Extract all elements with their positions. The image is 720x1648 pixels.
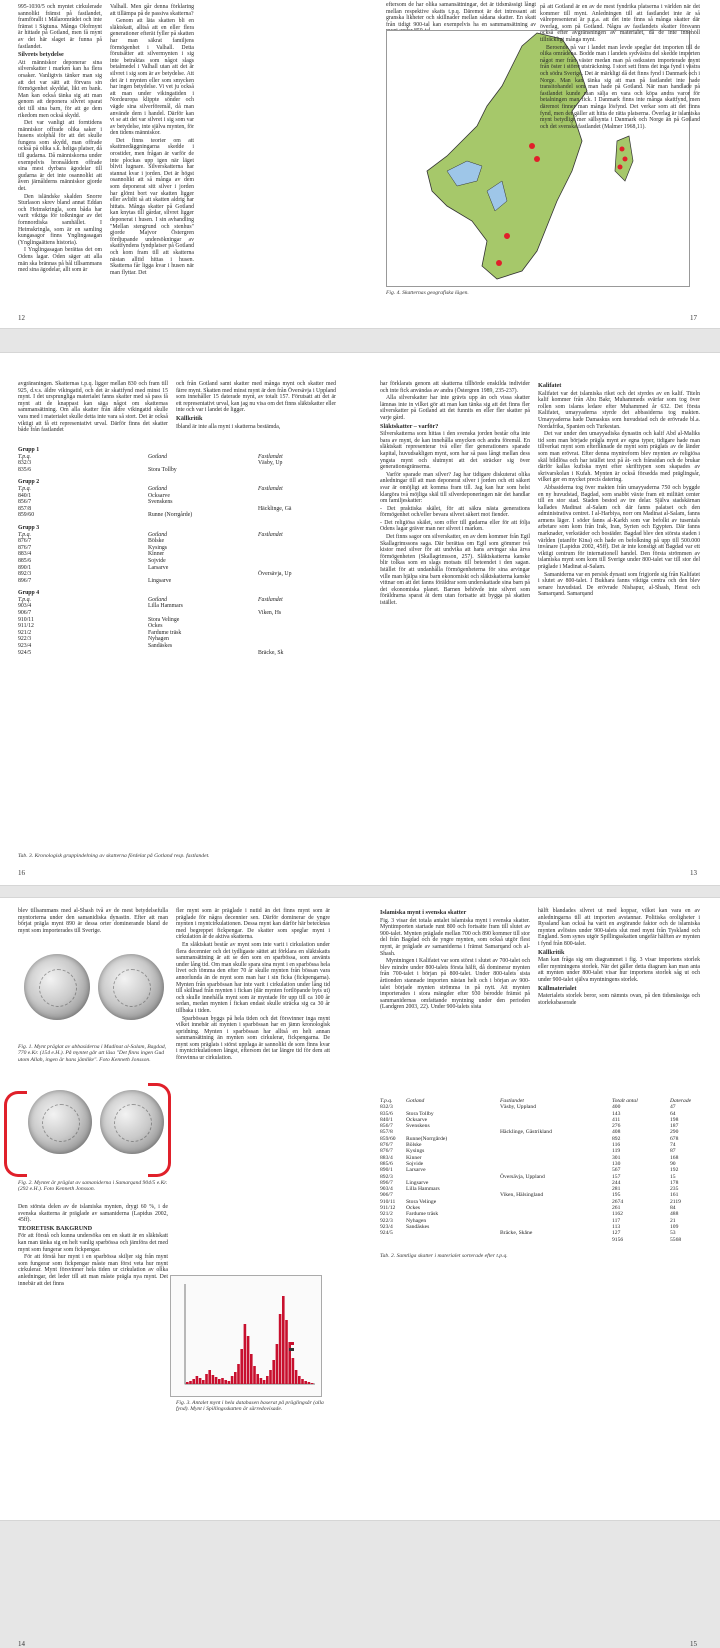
text-column bbox=[540, 4, 700, 274]
paragraph: - Det religiösa skälet, som offer till gudarna eller för att följa Odens lagar gräver man ner silvret i marken. bbox=[380, 519, 530, 533]
table-cell: Lilla Hammars bbox=[148, 603, 183, 610]
table-cell: 923/4 bbox=[380, 1223, 393, 1230]
figure-caption: Fig. 3. Antalet mynt i hela databasen baserat på präglingsår (alla fynd). Mynt i Spillingsskatten är särredovisade. bbox=[176, 1400, 324, 1413]
table-cell: 678 bbox=[670, 1135, 679, 1142]
table-cell: 143 bbox=[612, 1110, 621, 1117]
chart-bar bbox=[231, 1376, 234, 1384]
table-cell: Svenskens bbox=[406, 1123, 430, 1130]
paragraph: och från Gotland samt skatter med många mynt och skatter med färre mynt. Skatten med minst mynt är den från Översävja i Uppland som innehåller 15 daterade mynt, av totalt 157. Förutsatt att det är ett representativt urval, kan jag nu visa om det finns släktskatter eller inte och var i landet de ligger. bbox=[176, 381, 337, 414]
chart-bar bbox=[212, 1375, 215, 1384]
legend-swatch bbox=[289, 1348, 294, 1351]
table-cell: 903/4 bbox=[18, 603, 32, 610]
table-cell: Bölske bbox=[406, 1142, 422, 1149]
section-heading: Källmaterialet bbox=[538, 984, 577, 992]
table-row bbox=[18, 636, 338, 643]
table-cell: Viken, Hs bbox=[258, 610, 282, 617]
chart-bar bbox=[186, 1382, 189, 1384]
table-cell: Fardume träsk bbox=[148, 629, 182, 636]
table-cell: 910/11 bbox=[18, 616, 34, 623]
table-caption: Tab. 3. Kronologisk gruppindelning av skatterna fördelat på Gotland resp. fastlandet. bbox=[18, 853, 210, 859]
paragraph: Sparbössan byggs på hela tiden och det försvinner inga mynt vilket innebär att mynten i sparbössan har en jämn kronologisk spridning. Mynten i sparbössan har alltså en helt annan sammansättning än mynten som cirkulerar, fickpengarna. De mynt som präglats i störst upplaga är sannolikt de som finns kvar i myntcirkulationen längst, eftersom det tar längre tid för dem att försvinna ur cirkulation. bbox=[176, 1015, 330, 1062]
table-cell: 2674 bbox=[612, 1198, 624, 1205]
group-heading: Grupp 3 bbox=[18, 524, 40, 531]
chart-bar bbox=[292, 1358, 295, 1384]
table-cell: 87 bbox=[670, 1148, 676, 1155]
section-heading: Silvrets betydelse bbox=[18, 51, 64, 59]
table-cell: 109 bbox=[670, 1223, 679, 1230]
red-annotation-bracket-right bbox=[148, 1083, 171, 1177]
text-column bbox=[18, 908, 168, 942]
table-cell: 84 bbox=[670, 1205, 676, 1212]
table-cell: 21 bbox=[670, 1217, 676, 1224]
table-cell: Kysings bbox=[148, 544, 168, 551]
table-header-cell: T.p.q. bbox=[18, 453, 31, 460]
table-cell: Ockes bbox=[406, 1205, 420, 1212]
table-cell: 117 bbox=[612, 1217, 621, 1224]
table-cell: 127 bbox=[612, 1230, 621, 1237]
table-cell: 157 bbox=[612, 1173, 621, 1180]
table-cell: 235 bbox=[670, 1186, 679, 1193]
table-row bbox=[18, 499, 338, 506]
table-cell: 832/3 bbox=[380, 1104, 393, 1111]
table-row bbox=[18, 538, 338, 545]
paragraph: För att förstå och kunna undersöka om en skatt är en släktskatt kan man tänka sig en helt vanlig sparbössa och jämföra det med mynt som fungerar som fickpengar. bbox=[18, 1233, 168, 1253]
table-cell: 885/6 bbox=[380, 1160, 393, 1167]
paragraph: avgränsningen. Skatternas t.p.q. ligger mellan 830 och fram till 925, d.v.s. äldre vikingatid, och det är skattfynd med minst 15 mynt. I det ursprungliga materialet fanns skatter med så pass få mynt att de knappast kan säga något om skatternas sammansättning. Om alla skatter från äldre vikingatid skulle vara med i materialet skulle detta inte vara så stort. Det är också viktigt att få ett representativt urval. Därför finns det skatter både från fastlandet bbox=[18, 381, 168, 434]
section-heading: Källkritik bbox=[538, 948, 565, 956]
table-cell: 119 bbox=[612, 1148, 621, 1155]
table-cell: 910/11 bbox=[380, 1198, 396, 1205]
chart-bar bbox=[250, 1354, 253, 1384]
paragraph: hälft blandades silvret ut med koppar, vilket kan vara en av anledningarna till att importen avstannar. Politiska oroligheter i Ryssland kan också ha varit en avgörande faktor och de islamiska mynten avlöstes under 900-talets slut med mynt från Tyskland och England. Som synes utgör Spillingsskatten ungefär hälften av mynten i fynd från 800-talet. bbox=[538, 908, 700, 947]
table-cell: Ocksarve bbox=[406, 1116, 428, 1123]
chart-bar bbox=[247, 1336, 250, 1384]
paragraph: blev tillsammans med al-Shash två av de mest betydelsefulla myntorterna under den samanidiska dynastin. Efter att man börjat prägla mynt 890 är dessa orter dominerande bland de mynt som importerades till Sverige. bbox=[18, 908, 168, 934]
table-caption: Tab. 2. Samtliga skatter i materialet sorterade efter t.p.q. bbox=[380, 1252, 508, 1259]
paragraph: 995-1030/5 och myntet cirkulerade sannolikt främst på fastlandet, framförallt i Mälaromrädet och inte främst i Sigtuna. Många Olofmynt är hittade på Gotland, men få mynt av det här slaget är funna på fastlandet. bbox=[18, 4, 102, 50]
table-row bbox=[18, 558, 338, 565]
table-cell: 74 bbox=[670, 1142, 676, 1149]
text-column bbox=[538, 908, 700, 1088]
chart-bar bbox=[263, 1380, 266, 1384]
page-spread-12-17 bbox=[0, 0, 720, 328]
table-cell: 192 bbox=[670, 1167, 679, 1174]
table-header-cell: Fastlandet bbox=[258, 485, 283, 492]
table-cell: 876/7 bbox=[380, 1148, 393, 1155]
text-column bbox=[380, 381, 530, 856]
paragraph: I Ynglingasagan berättas det om Odens lagar. Oden säger att alla män ska brännas på bål tillsammans med sina ägodelar, allt som är bbox=[18, 247, 102, 274]
chart-bar bbox=[208, 1370, 211, 1384]
hoard-table bbox=[380, 1098, 700, 1259]
table-cell: Stora Tollby bbox=[148, 466, 177, 473]
table-header-cell: Daterade bbox=[670, 1098, 692, 1104]
table-row bbox=[18, 571, 338, 578]
table-cell: Larsarve bbox=[406, 1167, 426, 1174]
legend-swatch bbox=[289, 1342, 294, 1345]
figure-caption: Fig. 4. Skatternas geografiska lägen. bbox=[386, 290, 469, 296]
table-row bbox=[18, 578, 338, 585]
table-cell: Häcklinge, Gä bbox=[258, 505, 292, 512]
coin-date-bar-chart bbox=[170, 1275, 322, 1397]
page-number: 16 bbox=[18, 869, 25, 877]
paragraph: Man kan fråga sig om diagrammet i fig. 3 visar importens storlek eller myntningens storlek. När det gäller detta diagram kan man anta att mynten under 800-talet visar hur importens storlek såg ut och under 900-talet själva myntningens storlek. bbox=[538, 957, 700, 983]
table-cell: Larsarve bbox=[148, 564, 169, 571]
chart-bar bbox=[202, 1380, 205, 1384]
table-cell: 885/6 bbox=[18, 557, 32, 564]
table-cell: 857/8 bbox=[380, 1129, 393, 1136]
paragraph: Den största delen av de islamiska mynten, drygt 60 %, i de svenska skatterna är präglade av samaniderna (Lapidus 2002, 45ff). bbox=[18, 1204, 168, 1224]
table-row bbox=[18, 512, 338, 519]
table-header-row bbox=[18, 486, 338, 493]
section-heading: Släktskatter – varför? bbox=[380, 422, 439, 430]
paragraph: har förklarats genom att skatterna tillhörde enskilda individer och inte fick användas av andra (Östergren 1989, 235-237). bbox=[380, 381, 530, 394]
paragraph: Beroende på var i landet man levde speglar det importen till de olika områdena. Bodde man i landets sydvästra del skedde importen något mer från väster medan man på ostkusten importerade mynt från öster i större utsträckning. I stort sett finns det inga fynd i västra och södra Sverige. Det är märkligt då det finns fynd i Danmark och i Norge. Man kan tänka sig att man på fastlandet inte hade transitohandel som man hade på Gotland. När man handlade på fastlandet kunde man sälja en vara och köpa andra varor för betalningen man fick. I Danmark finns inte många skattfynd, men däremot finner man många lösfynd. Det verkar som att det finns fynd, men det gäller att hitta de rätta platserna. Överlag är islamiska mynt betydligt mer sällsynta i Danmark och Norge än på Gotland och det svenska fastlandet (Malmer 1968,11). bbox=[540, 44, 700, 130]
table-cell: 281 bbox=[612, 1186, 621, 1193]
table-cell: Översävja, Up bbox=[258, 571, 292, 578]
table-cell: Stora Velinge bbox=[406, 1198, 437, 1205]
paragraph: Fig. 3 visar det totala antalet islamiska mynt i svenska skatter. Myntimporten startade runt 800 och fortsatte fram till slutet av 900-talet. Mynten präglade mellan 700 och 890 kommer till stor del från Bagdad och de yngre mynten, som också utgör flest mynt, är präglade av samaniderna i främst Samarqand och al- Shash. bbox=[380, 917, 530, 957]
coin-obverse-image bbox=[28, 1090, 92, 1154]
table-cell: 922/3 bbox=[18, 636, 32, 643]
table-cell: 835/6 bbox=[18, 466, 32, 473]
text-column bbox=[18, 4, 102, 309]
chart-bar bbox=[276, 1344, 279, 1384]
table-cell: 835/6 bbox=[380, 1110, 393, 1117]
paragraph: Den isländske skalden Snorre Sturlason skrev bland annat Eddan och Heimskringla, som båda har varit viktiga för tolkningar av det fornnordiska samhället. I Heimskringla, som är en samling kungasagor finns Ynglingasagan (Ynglingaättens historia). bbox=[18, 193, 102, 246]
table-header-cell: Gotland bbox=[148, 453, 168, 460]
table-cell: 892/3 bbox=[380, 1173, 393, 1180]
table-row bbox=[18, 551, 338, 558]
table-cell: Ockes bbox=[148, 623, 163, 630]
table-header-cell: Gotland bbox=[148, 531, 168, 538]
table-row bbox=[18, 617, 338, 624]
bar-chart-svg bbox=[171, 1276, 321, 1396]
table-cell: Sojvide bbox=[148, 557, 166, 564]
table-cell: 411 bbox=[612, 1116, 621, 1123]
table-header-cell: Totalt antal bbox=[612, 1098, 638, 1104]
paragraph: Varför sparade man silver? Jag har tidigare diskuterat olika anledningar till att man deponerat silver i jorden och ett säkert svar är omöjligt att komma fram till. Jag kan hur som helst klargöra två möjliga skäl till silverdeponeringen när det handlar om familjeskatter: bbox=[380, 471, 530, 505]
chart-bar bbox=[269, 1370, 272, 1384]
table-row bbox=[18, 650, 338, 657]
table-cell: Nyhagen bbox=[148, 636, 169, 643]
chart-bar bbox=[311, 1383, 314, 1384]
chart-bar bbox=[285, 1320, 288, 1384]
table-header-cell: Fastlandet bbox=[258, 596, 283, 603]
paragraph: Valhall. Men går denna förklaring att tillämpa på de passiva skatterna? bbox=[110, 4, 194, 17]
table-cell: Lingsarve bbox=[148, 577, 172, 584]
table-row bbox=[380, 1237, 700, 1243]
table-cell: 921/2 bbox=[380, 1211, 393, 1218]
table-cell: 198 bbox=[670, 1116, 679, 1123]
paragraph: på att Gotland är en av de mest fyndrika platserna i världen när det kommer till mynt. Anledningen till att fastlandet inte är så välrepresenterat är p.g.a. att det inte finns så många skatter där överlag, som på Gotland. Några av fastlandets skatter försvann också efter avgränsningen av materialet, då de inte innehöll tillräckligt många mynt. bbox=[540, 4, 700, 43]
coin-figure-2 bbox=[18, 1082, 168, 1178]
table-header-cell: T.p.q. bbox=[380, 1098, 393, 1104]
table-header-row bbox=[18, 454, 338, 461]
paragraph: Att människor deponerar sina silverskatter i marken kan ha flera orsaker. Vanligtvis tänker man sig att det var sätt att förvara sin förmögenhet skyddat, likt en bank. Man kan också tänka sig att man genom att deponera silvret sparat det till sina barn, för att ge dem rikedom men också skydd. bbox=[18, 59, 102, 119]
chart-bar bbox=[199, 1378, 202, 1384]
table-cell: Nyhagen bbox=[406, 1217, 427, 1224]
table-cell: 840/1 bbox=[18, 492, 32, 499]
table-cell: 911/12 bbox=[380, 1205, 396, 1212]
chart-bar bbox=[272, 1360, 275, 1384]
table-cell: Runne (Norrgårde) bbox=[148, 512, 193, 519]
section-heading: TEORETISK BAKGRUND bbox=[18, 1224, 93, 1232]
figure-caption: Fig. 1. Mynt präglat av abbasiderna i Madinat al-Salam, Bagdad, 770 e.Kr. (154 e.H.). På myntet går att läsa "Det finns ingen Gud utom Allah, ingen är hans jämlike". Foto Kenneth Jonsson. bbox=[18, 1044, 167, 1063]
chart-bar bbox=[244, 1324, 247, 1384]
table-cell: 400 bbox=[612, 1104, 621, 1111]
paragraph: Ibland är inte alla mynt i skatterna bestämda, bbox=[176, 423, 281, 430]
page-number: 13 bbox=[690, 869, 697, 877]
page-number: 14 bbox=[18, 1640, 25, 1648]
table-cell: 924/5 bbox=[18, 649, 32, 656]
paragraph: - Det praktiska skälet, för att säkra nästa generations förmögenhet och/eller bevara silvret säkert mot fiender. bbox=[380, 505, 530, 519]
page-number: 17 bbox=[690, 314, 697, 322]
table-cell: Stora Velinge bbox=[148, 616, 180, 623]
section-heading: Islamiska mynt i svenska skatter bbox=[380, 909, 467, 916]
table-cell: 890/1 bbox=[380, 1167, 393, 1174]
table-cell: 876/7 bbox=[18, 544, 32, 551]
group-table bbox=[18, 441, 338, 656]
chart-bar bbox=[304, 1381, 307, 1384]
table-row bbox=[18, 643, 338, 650]
table-cell: 64 bbox=[670, 1110, 676, 1117]
table-cell: 244 bbox=[612, 1179, 621, 1186]
group-heading: Grupp 1 bbox=[18, 447, 40, 453]
table-cell: 168 bbox=[670, 1154, 679, 1161]
figure-caption: Fig. 2. Myntet är präglat av samaniderna i Samarqand 904/5 e.Kr. (292 e.H.). Foto Kenneth Jonsson. bbox=[18, 1180, 168, 1193]
paragraph: Kalifatet var det islamiska riket och det styrdes av en kalif. Titeln kalif kommer från Abu Bakr, Muhammeds svärfar som tog över rollen som islams ledare efter Muhammed år 632. Det första Kalifatet, umayyaderna styrde det abbasiderna tog makten. Umayyaderna hade Damaskus som huvudstad och de erövrade bl.a. Nordafrika, Spanien och Turkestan. bbox=[538, 390, 700, 430]
table-cell: Lilla Hammars bbox=[406, 1186, 440, 1193]
text-column bbox=[386, 2, 536, 28]
table-cell: Sandäskes bbox=[148, 643, 173, 650]
table-row bbox=[18, 623, 338, 630]
table-cell: 883/4 bbox=[18, 551, 32, 558]
table-cell: 195 bbox=[612, 1192, 621, 1199]
text-column bbox=[380, 908, 530, 1088]
table-cell: 896/7 bbox=[18, 577, 32, 584]
table-row bbox=[18, 493, 338, 500]
table-cell: 90 bbox=[670, 1160, 676, 1167]
table-cell: 187 bbox=[670, 1123, 679, 1130]
table-row bbox=[18, 610, 338, 617]
table-cell: 5568 bbox=[670, 1236, 682, 1243]
table-cell: 876/7 bbox=[18, 538, 32, 545]
paragraph: Det finns teorier om att skattmedäggningarna skedde i orostider, men frågan är varför de inte plockas upp igen när läget blivit lugnare. Silverskatterna har stannat kvar i jorden. Det är högst osannolikt att så många av dem som deponerat sitt silver i jorden har glömt bort var skatten ligger eller avlidit så att skatten aldrig har hittats. Många skatter på Gotland kan knytas till gårdar, silvret ligger deponerat i husen. I sin avhandling "Mellan stengrund och stenhus" gjorde Majvor Östergren fördjupande undersökningar av skattfyndens fyndplatser på Gotland och kom fram till att skatterna nästan alltid hittas i husen. Skatterna får ligga kvar i husen när man flyttar. Det bbox=[110, 137, 194, 276]
table-header-cell: T.p.q. bbox=[18, 485, 31, 492]
table-cell: 178 bbox=[670, 1179, 679, 1186]
text-column bbox=[18, 381, 168, 437]
chart-bar bbox=[215, 1377, 218, 1384]
chart-bar bbox=[237, 1364, 240, 1384]
table-cell: Stora Tollby bbox=[406, 1110, 434, 1117]
chart-bar bbox=[282, 1296, 285, 1384]
table-cell: 923/4 bbox=[18, 643, 32, 650]
table-cell: 2119 bbox=[670, 1198, 681, 1205]
table-row bbox=[18, 460, 338, 467]
paragraph: Det finns sagor om silverskatter, en av dem kommer från Egil Skallagrimssons saga. Där berättas om Egil som gömmer två kistor med silver för att undvika att hans arvingar ska ärva förmögenheten (Skallagrimsson, 257). Släktskatterna kanske blir tolkas som en slags motsats till beteendet i den sagan. Istället för att undanhålla förmögenheterna för sina arvingar ville man hjälpa sina barn ekonomiskt och släktskatterna kanske vittnar om att det fanns föräldrar som underskattade sina barn på det ekonomiska planet. Barnen behövde inte silvret som föräldrarna sparat åt dem utan fortsatte att bygga på skatten istället. bbox=[380, 534, 530, 606]
table-cell: 161 bbox=[670, 1192, 679, 1199]
text-column bbox=[176, 908, 330, 1268]
table-cell: 301 bbox=[612, 1154, 621, 1161]
table-cell: 567 bbox=[612, 1167, 621, 1174]
section-heading: Kalifatet bbox=[538, 382, 562, 389]
paragraph: En släktskatt består av mynt som inte varit i cirkulation under flera decennier och det tydligaste sättet att förklara en släktskatts sammansättning är att se den som en sparbössa, som använts under lång tid. Om man skulle spara sina mynt i en sparbössa hela livet och tömma den efter 70 år skulle mynten från bössan vara annorlunda än de mynt som man har i sin ficka (fickpengarna). Mynten från sparbössan har inte varit i cirkulation under lång tid till skillnad från mynten i fickan (där mynten fortlöpande byts ut) och skulle innehålla mynt som är myntade för upp till ca 100 år sedan, medan mynten i fickan endast skulle sträcka sig ca 30 år tillbaka i tiden. bbox=[176, 941, 330, 1014]
table-cell: Översävja, Uppland bbox=[500, 1173, 545, 1180]
group-heading: Grupp 4 bbox=[18, 590, 40, 597]
paragraph: Alla silverskatter har inte grävts upp än och vissa skatter lämnas inte in vilket gör att man kan tänka sig att det finns fler silverskatter på Gotland att det funnits en eller fler skatter på varje gård. bbox=[380, 395, 530, 421]
table-row bbox=[18, 603, 338, 610]
table-cell: Runne(Norrgårde) bbox=[406, 1135, 448, 1142]
table-cell: 832/3 bbox=[18, 460, 32, 467]
text-column bbox=[538, 381, 700, 856]
table-cell: 890/1 bbox=[18, 564, 32, 571]
table-cell: Kysings bbox=[406, 1148, 425, 1155]
table-cell: 116 bbox=[612, 1142, 621, 1149]
text-column bbox=[18, 1204, 168, 1504]
table-cell: 408 bbox=[612, 1129, 621, 1136]
chart-bar bbox=[234, 1372, 237, 1384]
table-cell: 876/7 bbox=[380, 1142, 393, 1149]
table-cell: Bölske bbox=[148, 538, 165, 545]
chart-bar bbox=[196, 1376, 199, 1384]
chart-bar bbox=[256, 1374, 259, 1384]
table-cell: Väsby, Up bbox=[258, 460, 283, 467]
table-header-cell: Gotland bbox=[148, 596, 168, 603]
chart-bar bbox=[224, 1380, 227, 1384]
chart-bar bbox=[298, 1376, 301, 1384]
paragraph: Det var vanligt att forntidens människor offrade olika saker i husens stolphål för att det skulle fungera som skydd, man offrade också på olika s.k. heliga platser, då till gudarna. Då människorna under exempelvis bronsåldern offrade sina mest dyrbara ägodelar till gudarna är det inte osannolikt att även järnålderns människor gjorde det. bbox=[18, 120, 102, 193]
paragraph: Materialets storlek beror, som nämnts ovan, på den tidsmässiga och storleksbaserade bbox=[538, 993, 700, 1006]
paragraph: fler mynt som är präglade i nutid än det finns mynt som är präglade för några decennier sen. Därför dominerar de yngre mynten i myntcirkulationen. Dessa mynt kan därför här betecknas med begreppet fickpengar. De skatter som speglar mynt i cirkulation är de aktiva skatterna. bbox=[176, 908, 330, 941]
table-cell: Svenskens bbox=[148, 499, 173, 506]
table-row bbox=[18, 545, 338, 552]
table-cell: 922/3 bbox=[380, 1217, 393, 1224]
table-header-cell: Fastlandet bbox=[258, 453, 283, 460]
table-cell: 488 bbox=[670, 1211, 679, 1218]
paragraph: eftersom de har olika samansättningar, det är tidsmässigt långt mellan respektive skatts t.p.q. Däremot är det intressant att granska likheter och skillnader mellan sådana skatter. En skatt från tidigt 900-tal kan exempelvis ha en sammansättning av bbox=[386, 2, 536, 28]
paragraph: Abbasiderna tog över makten från umayyaderna 750 och byggde en ny huvudstad, Bagdad, som snabbt växte fram ett militärt center till en stor stad. Staden bestod av tre delar. Själva stadskärnan kallades Madinat al-Salam och där fanns palatset och den administrativa centret. I al-Harbiya, norr om Madinat al-Salam, fanns armens läger. I söder fanns al-Karkh som var befolkt av tusentals arbetare som kom från Irak, Iran, Syrien och Egypten. Där fanns marknader, verkstäder och bostäder. Bagdad blev den största staden i världen (utanför Kina) och hade en befolkning på upp till 500.000 invånare (Lapidus 2002, 45ff). Det är inte konstigt att Bagdad var ett viktigt centrum för internationell handel. Den första strömmen av islamiska mynt som kom till Sverige under 800-talet var till stor del präglade i Madinat al-Salam. bbox=[538, 484, 700, 571]
table-header-cell: Gotland bbox=[148, 485, 168, 492]
page-spread-14-15 bbox=[0, 898, 720, 1648]
table-cell: 883/4 bbox=[380, 1154, 393, 1161]
chart-bar bbox=[221, 1378, 224, 1384]
page-number: 15 bbox=[690, 1640, 697, 1648]
table-cell: 921/2 bbox=[18, 629, 32, 636]
chart-bar bbox=[260, 1378, 263, 1384]
chart-bar bbox=[192, 1379, 195, 1384]
table-header-cell: T.p.q. bbox=[18, 531, 31, 538]
chart-bar bbox=[279, 1314, 282, 1384]
table-cell: 53 bbox=[670, 1230, 676, 1237]
table-cell: 840/1 bbox=[380, 1116, 393, 1123]
paragraph: Samaniderna var en persisk dynasti som frigjorde sig från Kalifatet i slutet av 800-talet. I Bukhara fanns viktiga centra och den blev senare huvudstad. De erövrade Nishapur, al-Shash, Herat och Samarqand. Samarqand bbox=[538, 571, 700, 598]
paragraph: Genom att läta skatten bli en släktskatt, alltså att en eller flera generationer efterät fyller på skatten har man säkrat familjens förmögenhet i Valhall. Detta förutsätter att silvermynten i sig inte betraktas som något slags betalmedel i Valhall utan att det är silvret i sig som är av betydelse. Att det är i mynten eller som smycken har ingen betydelse. Vi vet ju också att man under vikingatiden i Nordeuropa klippte sönder och vägde sina silverföremål, då man använde dem i handel. Därför kan vi se att det var silvret i sig som var av betydelse, inte själva mynten, för den tidens människor. bbox=[110, 18, 195, 137]
text-column bbox=[176, 381, 336, 437]
chart-bar bbox=[240, 1349, 243, 1384]
table-cell: 47 bbox=[670, 1104, 676, 1111]
table-cell: Viken, Hälsingland bbox=[500, 1192, 544, 1199]
section-heading: Källkritik bbox=[176, 414, 203, 422]
table-cell: 15 bbox=[670, 1173, 676, 1180]
paragraph: För att förstå hur mynt i en sparbössa skiljer sig från mynt som fungerar som fickpengar måste man först veta hur mynt cirkulerar. Mynt försvinner hela tiden ur cirkulation av olika anledningar, det leder till att man måste prägla nya mynt. Det innebär att det finns bbox=[18, 1254, 168, 1287]
table-cell: 1162 bbox=[612, 1211, 623, 1218]
table-cell: Sandäskes bbox=[406, 1223, 430, 1230]
paragraph: Det var under den umayyadiska dynastin och kalif Abd al-Maliks tid som man började prägla mynt av egna typer, tidigare hade man tillverkat mynt som efterliknade de mynt som präglats av de länder som man erövrat. Efter denna myntreform blev mynten av religiösa skäl bildlösa och har istället text på åt- och frånsidan och de brukar därför kallas kufiska mynt efter skrifttypen som skapades av skrivarskolan i Kufah. Mynten är också försedda med präglingsår, vilket ger en mycket precis datering. bbox=[538, 431, 700, 484]
table-cell: 903/4 bbox=[380, 1186, 393, 1193]
table-cell: Fardume träsk bbox=[406, 1211, 439, 1218]
table-cell: 261 bbox=[612, 1205, 621, 1212]
chart-bar bbox=[301, 1379, 304, 1384]
table-row bbox=[18, 467, 338, 474]
table-cell: 276 bbox=[612, 1123, 621, 1130]
table-cell: 911/12 bbox=[18, 623, 34, 630]
table-cell: 859/60 bbox=[18, 512, 35, 519]
table-cell: Häcklinge, Gästrikland bbox=[500, 1129, 552, 1136]
chart-bar bbox=[266, 1376, 269, 1384]
red-annotation-bracket-left bbox=[4, 1091, 27, 1177]
table-cell: 906/7 bbox=[380, 1192, 393, 1199]
chart-bar bbox=[205, 1374, 208, 1384]
table-cell: 130 bbox=[612, 1160, 621, 1167]
table-cell: Kinner bbox=[148, 551, 165, 558]
table-cell: Väsby, Uppland bbox=[500, 1104, 536, 1111]
table-row bbox=[18, 630, 338, 637]
table-cell: 9156 bbox=[612, 1236, 624, 1243]
table-cell: 892 bbox=[612, 1135, 621, 1142]
table-cell: 857/8 bbox=[18, 505, 32, 512]
table-cell: Lingsarve bbox=[406, 1179, 429, 1186]
table-cell: 924/5 bbox=[380, 1230, 393, 1237]
page-number: 12 bbox=[18, 314, 25, 322]
table-cell: 290 bbox=[670, 1129, 679, 1136]
table-cell: Sojvide bbox=[406, 1160, 424, 1167]
table-cell: Bräcke, Skåne bbox=[500, 1230, 533, 1237]
table-cell: 896/7 bbox=[380, 1179, 393, 1186]
table-cell: 856/7 bbox=[380, 1123, 393, 1130]
text-column bbox=[110, 4, 194, 309]
table-cell: Kinner bbox=[406, 1154, 422, 1161]
table-cell: 892/3 bbox=[18, 571, 32, 578]
table-cell: 906/7 bbox=[18, 610, 32, 617]
chart-bar bbox=[218, 1379, 221, 1384]
table-cell: 113 bbox=[612, 1223, 621, 1230]
table-header-cell: Fastlandet bbox=[258, 531, 283, 538]
table-cell: Ocksarve bbox=[148, 492, 170, 499]
table-header-row bbox=[18, 597, 338, 604]
coin-obverse-image bbox=[24, 954, 90, 1020]
group-heading: Grupp 2 bbox=[18, 479, 40, 486]
table-cell: 856/7 bbox=[18, 499, 32, 506]
chart-bar bbox=[308, 1382, 311, 1384]
chart-bar bbox=[228, 1381, 231, 1384]
chart-bar bbox=[253, 1366, 256, 1384]
chart-bar bbox=[189, 1381, 192, 1384]
table-cell: Bräcke, Sk bbox=[258, 649, 284, 656]
chart-bar bbox=[295, 1370, 298, 1384]
paragraph: Myntningen i Kalifatet var som störst i slutet av 700-talet och blev mindre under 800-talets första hälft, då dominerar mynten från 700-talet i början på 800-talet. Under 800-talets sista årtionden stannade importen nästan helt och i början av 900-talet började mynten strömma in på nytt. Att mynten importerades i stora mängder efter 930 berodde främst på sammanidernas omfattande myntning under den perioden (Landgren 2003, 22). Under 900-talets sista bbox=[380, 958, 530, 1011]
table-header-cell: Fastlandet bbox=[500, 1098, 524, 1104]
coin-reverse-image bbox=[98, 954, 164, 1020]
paragraph: Silverskatterna som hittas i den svenska jorden består ofta inte bara av mynt, de kan innehålla smycken och andra föremål. En släktskatt representerar två eller fler generationers sparade kapital, huvudsakligen mynt, som har så pass långt mellan dess yngsta mynt och slutmynt att det sträcker sig över generationsgränserna. bbox=[380, 431, 530, 471]
table-header-cell: Gotland bbox=[406, 1098, 425, 1104]
coin-figure-1 bbox=[18, 944, 168, 1044]
table-header-cell: T.p.q. bbox=[18, 596, 31, 603]
table-cell: 859/60 bbox=[380, 1135, 396, 1142]
table-header-row bbox=[18, 532, 338, 539]
page-spread-16-13 bbox=[0, 353, 720, 885]
